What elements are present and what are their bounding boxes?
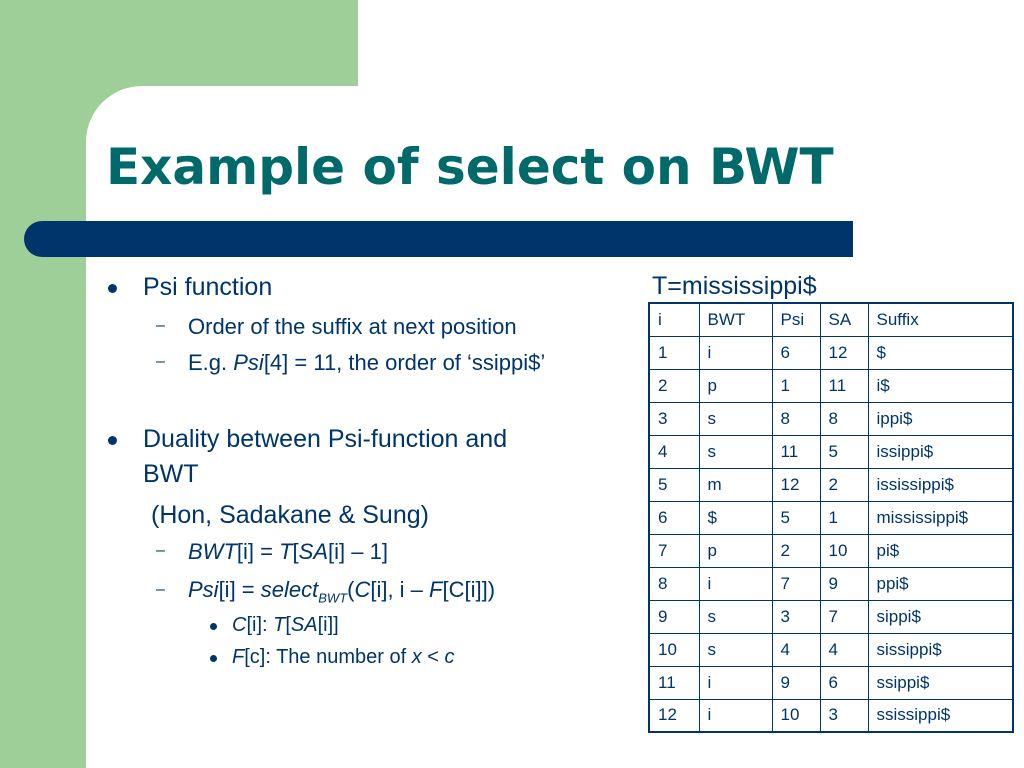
table-cell: 2 <box>649 369 699 402</box>
table-cell: 9 <box>772 666 820 699</box>
table-cell: 5 <box>820 435 868 468</box>
def-f: F[c]: The number of x < c <box>232 646 455 668</box>
sub-bullet-example: E.g. Psi[4] = 11, the order of ‘ssippi$’ <box>188 350 546 375</box>
table-cell: $ <box>868 336 1013 369</box>
small-bullet-dot-icon <box>210 655 217 662</box>
table-cell: 9 <box>820 567 868 600</box>
table-cell: 6 <box>820 666 868 699</box>
table-cell: 11 <box>820 369 868 402</box>
table-row <box>649 336 1013 369</box>
table-cell: ississippi$ <box>868 468 1013 501</box>
table-cell: 8 <box>649 567 699 600</box>
table-row <box>649 501 1013 534</box>
table-cell: 1 <box>772 369 820 402</box>
table-cell: 11 <box>649 666 699 699</box>
sub-bullet-order: Order of the suffix at next position <box>188 314 517 339</box>
header-cell: BWT <box>699 303 772 336</box>
table-cell: 6 <box>772 336 820 369</box>
table-cell: 12 <box>820 336 868 369</box>
table-cell: 2 <box>820 468 868 501</box>
dash-icon: – <box>156 317 165 334</box>
table-cell: ssissippi$ <box>868 699 1013 732</box>
table-cell: i <box>699 666 772 699</box>
citation-text: (Hon, Sadakane & Sung) <box>151 501 429 529</box>
bullet-psi-function: Psi function <box>143 273 273 301</box>
table-cell: 5 <box>649 468 699 501</box>
table-cell: 8 <box>820 402 868 435</box>
title-underline-bar <box>24 221 853 257</box>
header-cell: Psi <box>772 303 820 336</box>
table-row <box>649 435 1013 468</box>
def-c: C[i]: T[SA[i]] <box>232 614 339 636</box>
formula-bwt: BWT[i] = T[SA[i] – 1] <box>188 539 388 564</box>
small-bullet-dot-icon <box>210 623 217 630</box>
dash-icon: – <box>156 353 165 370</box>
table-row <box>649 666 1013 699</box>
table-cell: i <box>699 567 772 600</box>
table-row <box>649 468 1013 501</box>
table-cell: sissippi$ <box>868 633 1013 666</box>
bullet-duality-line1: Duality between Psi-function and <box>143 425 508 453</box>
table-cell: mississippi$ <box>868 501 1013 534</box>
table-cell: 2 <box>772 534 820 567</box>
table-cell: ppi$ <box>868 567 1013 600</box>
header-cell: i <box>649 303 699 336</box>
slide-title: Example of select on BWT <box>106 138 834 196</box>
header-cell: Suffix <box>868 303 1013 336</box>
table-cell: 10 <box>772 699 820 732</box>
table-cell: pi$ <box>868 534 1013 567</box>
table-cell: p <box>699 369 772 402</box>
table-cell: p <box>699 534 772 567</box>
table-cell: 12 <box>649 699 699 732</box>
table-row <box>649 633 1013 666</box>
table-cell: 7 <box>649 534 699 567</box>
table-cell: 11 <box>772 435 820 468</box>
table-row <box>649 534 1013 567</box>
table-cell: 8 <box>772 402 820 435</box>
table-cell: i$ <box>868 369 1013 402</box>
table-cell: 4 <box>820 633 868 666</box>
table-row <box>649 699 1013 732</box>
table-cell: s <box>699 402 772 435</box>
dash-icon: – <box>156 581 165 598</box>
table-cell: $ <box>699 501 772 534</box>
table-cell: issippi$ <box>868 435 1013 468</box>
bullet-duality-line2: BWT <box>143 460 199 488</box>
suffix-array-table <box>648 302 1014 733</box>
table-cell: 6 <box>649 501 699 534</box>
table-cell: 10 <box>649 633 699 666</box>
table-cell: 1 <box>649 336 699 369</box>
table-cell: i <box>699 336 772 369</box>
table-cell: 4 <box>649 435 699 468</box>
table-row <box>649 567 1013 600</box>
table-cell: 4 <box>772 633 820 666</box>
table-cell: 3 <box>772 600 820 633</box>
table-cell: s <box>699 435 772 468</box>
text-label: T=mississippi$ <box>652 272 817 300</box>
table-cell: 10 <box>820 534 868 567</box>
table-row <box>649 600 1013 633</box>
table-cell: 5 <box>772 501 820 534</box>
header-cell: SA <box>820 303 868 336</box>
table-cell: ssippi$ <box>868 666 1013 699</box>
table-cell: 3 <box>649 402 699 435</box>
formula-psi: Psi[i] = select$_{BWT}$(C[i], i – F[C[i]]) <box>188 577 496 606</box>
table-header-row <box>649 303 1013 336</box>
table-cell: 9 <box>649 600 699 633</box>
table-row <box>649 402 1013 435</box>
dash-icon: – <box>156 542 165 559</box>
table-cell: 7 <box>820 600 868 633</box>
table-cell: s <box>699 600 772 633</box>
table-cell: m <box>699 468 772 501</box>
bullet-dot-icon <box>108 436 117 445</box>
table-cell: 3 <box>820 699 868 732</box>
table-cell: 12 <box>772 468 820 501</box>
table-cell: sippi$ <box>868 600 1013 633</box>
table-row <box>649 369 1013 402</box>
table-cell: s <box>699 633 772 666</box>
table-cell: ippi$ <box>868 402 1013 435</box>
table-cell: 7 <box>772 567 820 600</box>
green-left-strip <box>0 0 86 768</box>
bullet-dot-icon <box>108 284 117 293</box>
table-cell: 1 <box>820 501 868 534</box>
table-cell: i <box>699 699 772 732</box>
